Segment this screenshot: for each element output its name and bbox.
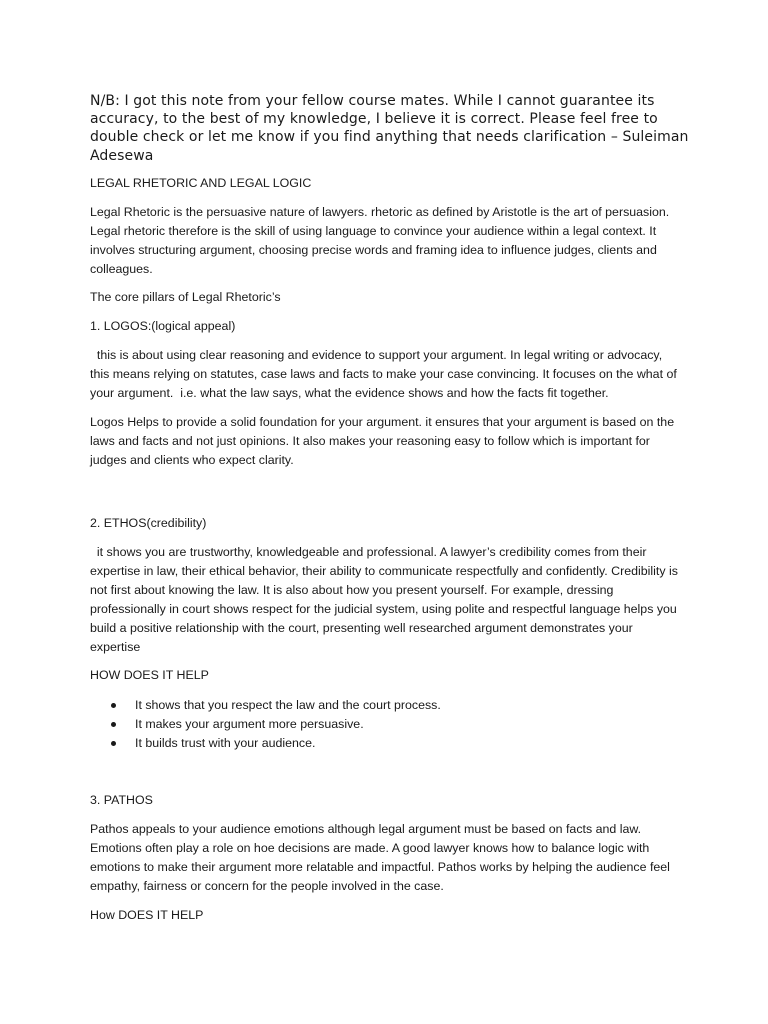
logos-heading: 1. LOGOS:(logical appeal) [90, 319, 236, 333]
intro-paragraph: Legal Rhetoric is the persuasive nature of lawyers. rhetoric as defined by Aristotle is the art of persuasion. Legal rhetoric therefore is the skill of using language to convince your audience within a legal context. It involves structuring argument, choosing precise words and framing idea to influence judges, clients and colleagues. [90, 205, 670, 276]
ethos-help-heading: HOW DOES IT HELP [90, 668, 209, 682]
list-item: It shows that you respect the law and the court process. [90, 696, 441, 715]
disclaimer-note: N/B: I got this note from your fellow course mates. While I cannot guarantee its accuracy, to the best of my knowledge, I believe it is correct. Please feel free to double check or let me know if you find anything that needs clarification – Suleiman Adesewa [90, 93, 689, 164]
list-item: It builds trust with your audience. [90, 734, 441, 753]
pathos-help-heading: How DOES IT HELP [90, 908, 204, 922]
pathos-heading: 3. PATHOS [90, 793, 153, 807]
ethos-bullet-list [90, 696, 441, 753]
logos-paragraph-1: this is about using clear reasoning and evidence to support your argument. In legal writing or advocacy, this means relying on statutes, case laws and facts to make your case convincing. It focuses on the what of your argument. i.e. what the law says, what the evidence shows and how the facts fit together. [90, 348, 681, 400]
pathos-paragraph: Pathos appeals to your audience emotions although legal argument must be based on facts and law. Emotions often play a role on hoe decisions are made. A good lawyer knows how to balance logic with emotions to make their argument more relatable and impactful. Pathos works by helping the audience feel empathy, fairness or concern for the people involved in the case. [90, 822, 670, 893]
list-item: It makes your argument more persuasive. [90, 715, 441, 734]
ethos-heading: 2. ETHOS(credibility) [90, 516, 207, 530]
bullet-icon [111, 722, 116, 727]
logos-paragraph-2: Logos Helps to provide a solid foundation for your argument. it ensures that your argument is based on the laws and facts and not just opinions. It also makes your reasoning easy to follow which is important for judges and clients who expect clarity. [90, 415, 675, 467]
bullet-icon [111, 741, 116, 746]
document-title: LEGAL RHETORIC AND LEGAL LOGIC [90, 176, 312, 190]
pillars-heading: The core pillars of Legal Rhetoric’s [90, 290, 281, 304]
bullet-icon [111, 703, 116, 708]
ethos-paragraph: it shows you are trustworthy, knowledgeable and professional. A lawyer’s credibility comes from their expertise in law, their ethical behavior, their ability to communicate respectfully and confidently. Credibility is not first about knowing the law. It is also about how you present yourself. For example, dressing professionally in court shows respect for the judicial system, using polite and respectful language helps you build a positive relationship with the court, presenting well researched argument demonstrates your expertise [90, 545, 682, 654]
